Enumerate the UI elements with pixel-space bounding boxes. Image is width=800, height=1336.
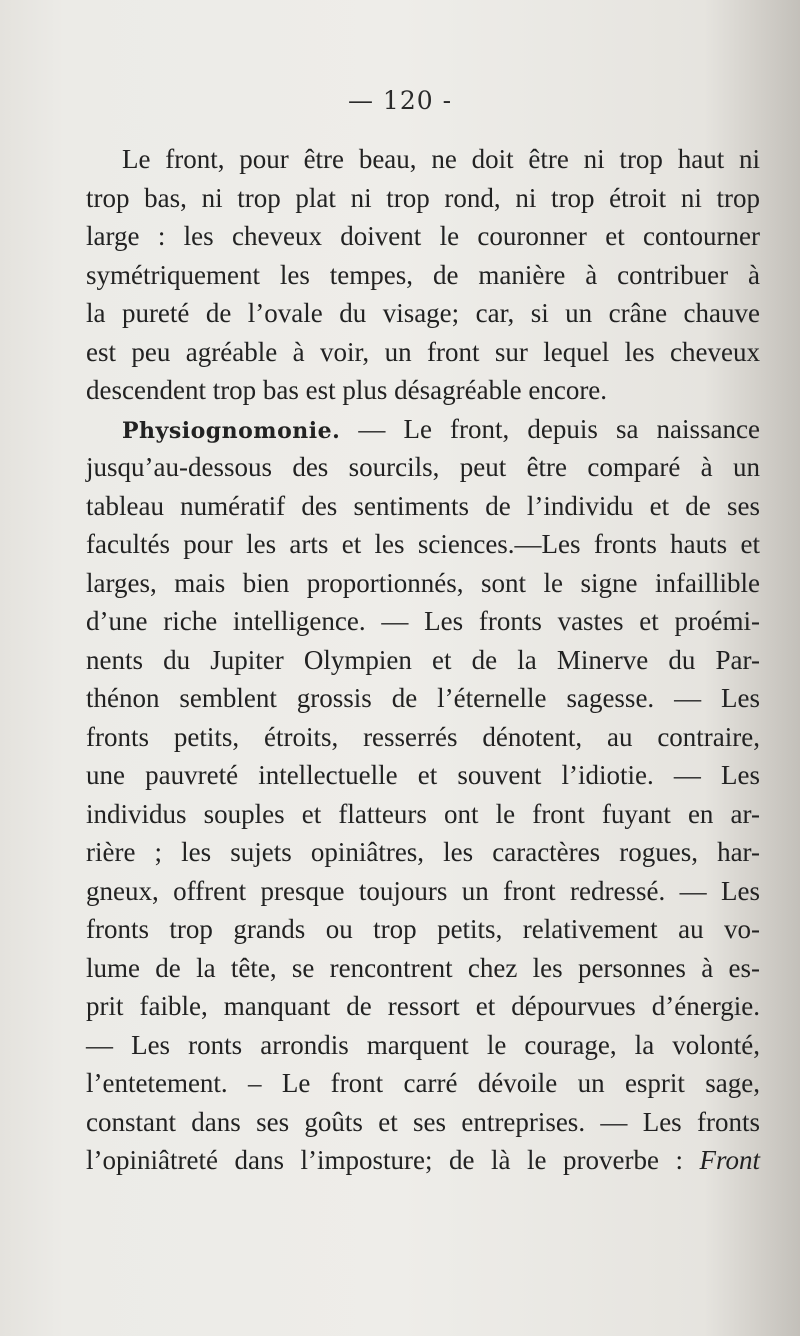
text-line: rière ; les sujets opiniâtres, les caractères rogues, har- (86, 837, 760, 867)
text-line: — Les ronts arrondis marquent le courage, la volonté, (86, 1029, 760, 1060)
text-line: individus souples et flatteurs ont le front fuyant en ar- (86, 798, 760, 829)
text-line: trop bas, ni trop plat ni trop rond, ni trop étroit ni trop (86, 182, 760, 213)
text-line: jusqu’au-dessous des sourcils, peut être comparé à un (86, 452, 760, 482)
text-line: Le front, pour être beau, ne doit être ni trop haut ni (122, 144, 760, 174)
text-line: lume de la tête, se rencontrent chez les personnes à es- (86, 952, 760, 983)
text-line (86, 1141, 760, 1180)
text-line: gneux, offrent presque toujours un front redressé. — Les (86, 875, 760, 906)
text-line: facultés pour les arts et les sciences.—Les fronts hauts et (86, 529, 760, 559)
text-line: nents du Jupiter Olympien et de la Minerve du Par- (86, 644, 760, 675)
text-line (86, 410, 760, 449)
text-line: descendent trop bas est plus désagréable encore. (86, 375, 608, 405)
text-line: la pureté de l’ovale du visage; car, si un crâne chauve (86, 298, 760, 328)
text-line: fronts trop grands ou trop petits, relativement au vo- (86, 914, 760, 944)
text-line: constant dans ses goûts et ses entreprises. — Les fronts (86, 1106, 760, 1137)
text-line: large : les cheveux doivent le couronner et contourner (86, 221, 760, 251)
page-number: — 120 - (347, 86, 453, 115)
last-line-text: l’opiniâtreté dans l’imposture; de là le proverbe : (86, 1145, 700, 1175)
paragraph-physiognomonie (86, 410, 760, 1180)
section-heading: Physiognomonie. (122, 417, 341, 444)
text-line: une pauvreté intellectuelle et souvent l’idiotie. — Les (86, 760, 760, 790)
heading-line-rest: — Le front, depuis sa naissance (340, 413, 760, 444)
page-body-text (86, 140, 760, 1180)
last-line-italic-word: Front (699, 1145, 760, 1175)
text-line: prit faible, manquant de ressort et dépourvues d’énergie. (86, 991, 760, 1021)
text-line: thénon semblent grossis de l’éternelle sagesse. — Les (86, 683, 760, 713)
text-line: larges, mais bien proportionnés, sont le signe infaillible (86, 567, 760, 598)
text-line: tableau numératif des sentiments de l’individu et de ses (86, 490, 760, 521)
paragraph-forehead-beauty (86, 140, 760, 410)
text-line: fronts petits, étroits, resserrés dénotent, au contraire, (86, 721, 760, 752)
text-line: est peu agréable à voir, un front sur lequel les cheveux (86, 336, 760, 367)
text-line: l’entetement. – Le front carré dévoile un esprit sage, (86, 1068, 760, 1098)
text-line: symétriquement les tempes, de manière à contribuer à (86, 259, 760, 290)
text-line: d’une riche intelligence. — Les fronts vastes et proémi- (86, 606, 760, 636)
